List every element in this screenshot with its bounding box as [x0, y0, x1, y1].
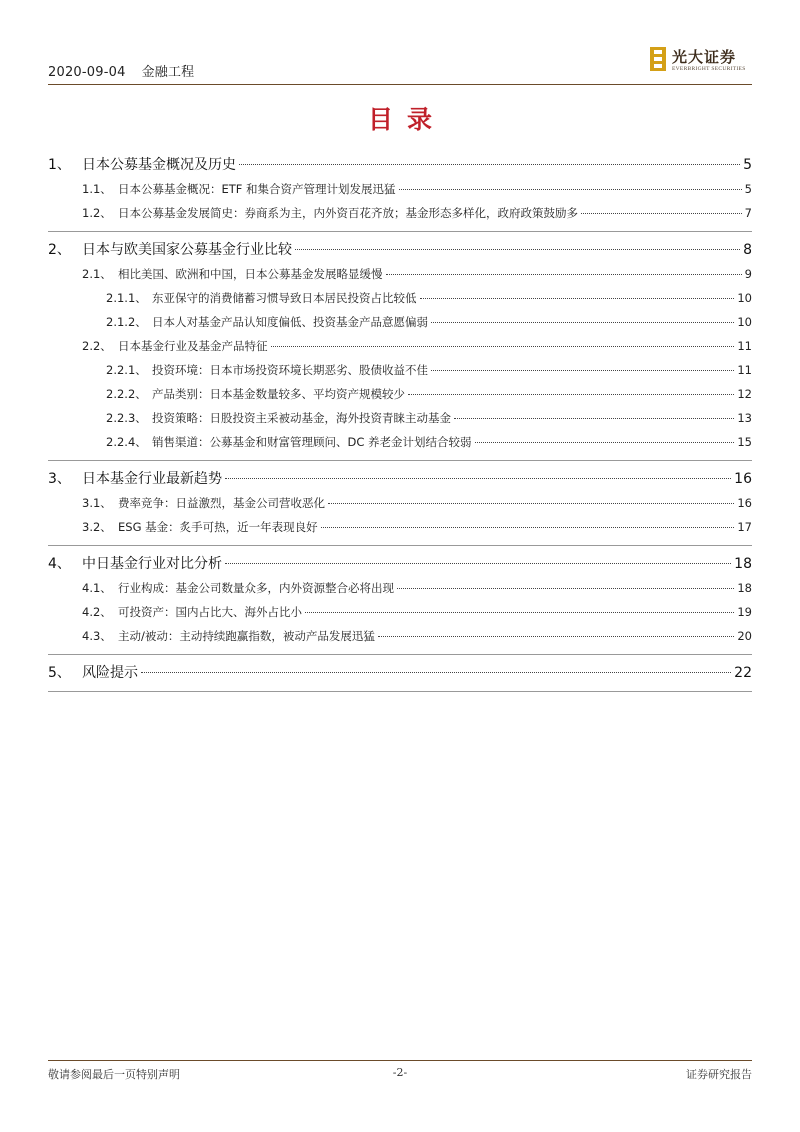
toc-entry-number: 2.2、: [82, 339, 112, 353]
toc-dot-leader: [454, 406, 734, 419]
toc-section-entry[interactable]: [48, 177, 752, 201]
toc-dot-leader: [225, 465, 731, 479]
toc-section-entry[interactable]: [48, 262, 752, 286]
toc-entry-page: 5: [743, 157, 752, 173]
toc-chapter-entry[interactable]: [48, 661, 752, 685]
toc-entry-title: 风险提示: [82, 665, 138, 681]
toc-dot-leader: [239, 151, 740, 165]
toc-entry-page: 8: [743, 242, 752, 258]
toc-chapter-entry[interactable]: [48, 552, 752, 576]
toc-entry-page: 20: [737, 629, 752, 643]
everbright-logo-icon: [650, 47, 666, 71]
toc-entry-page: 17: [737, 520, 752, 534]
toc-chapter-entry[interactable]: [48, 467, 752, 491]
toc-subsection-entry[interactable]: [48, 310, 752, 334]
toc-entry-number: 1.1、: [82, 182, 112, 196]
toc-chapter-entry[interactable]: [48, 153, 752, 177]
toc-entry-title: 日本公募基金概况：ETF 和集合资产管理计划发展迅猛: [118, 182, 396, 196]
toc-entry-number: 2.2.2、: [106, 387, 147, 401]
toc-entry-page: 10: [737, 315, 752, 329]
toc-dot-leader: [328, 491, 734, 504]
toc-dot-leader: [321, 515, 735, 528]
toc-dot-leader: [305, 600, 734, 613]
toc-dot-leader: [475, 430, 735, 443]
footer-divider: [48, 1060, 752, 1061]
company-logo: [650, 46, 750, 76]
toc-dot-leader: [397, 576, 734, 589]
toc-entry-number: 4.3、: [82, 629, 112, 643]
toc-section: [48, 467, 752, 546]
toc-entry-number: 4.2、: [82, 605, 112, 619]
toc-entry-page: 10: [737, 291, 752, 305]
toc-entry-page: 7: [744, 206, 752, 220]
toc-dot-leader: [378, 624, 734, 637]
toc-entry-page: 18: [734, 556, 752, 572]
toc-entry-number: 1.2、: [82, 206, 112, 220]
toc-entry-title: 行业构成：基金公司数量众多，内外资源整合必将出现: [118, 581, 394, 595]
toc-entry-title: 日本与欧美国家公募基金行业比较: [82, 242, 292, 258]
toc-entry-title: 费率竞争：日益激烈，基金公司营收恶化: [118, 496, 325, 510]
toc-entry-title: 东亚保守的消费储蓄习惯导致日本居民投资占比较低: [152, 291, 417, 305]
toc-section-entry[interactable]: [48, 334, 752, 358]
toc-entry-number: 1、: [48, 157, 71, 173]
toc-dot-leader: [271, 334, 735, 347]
toc-entry-title: 日本基金行业及基金产品特征: [118, 339, 268, 353]
logo-chinese-name: 光大证券: [672, 48, 737, 66]
toc-dot-leader: [581, 201, 742, 214]
toc-entry-page: 15: [737, 435, 752, 449]
toc-subsection-entry[interactable]: [48, 406, 752, 430]
toc-entry-number: 5、: [48, 665, 71, 681]
toc-entry-title: 日本公募基金发展简史：券商系为主，内外资百花齐放；基金形态多样化，政府政策鼓励多: [118, 206, 578, 220]
toc-entry-title: 投资环境：日本市场投资环境长期恶劣、股债收益不佳: [152, 363, 428, 377]
toc-dot-leader: [386, 262, 742, 275]
toc-entry-number: 3、: [48, 471, 71, 487]
toc-entry-title: 可投资产：国内占比大、海外占比小: [118, 605, 302, 619]
toc-entry-number: 2.1.2、: [106, 315, 147, 329]
toc-entry-page: 11: [737, 339, 752, 353]
toc-entry-number: 2、: [48, 242, 71, 258]
toc-entry-number: 2.1.1、: [106, 291, 147, 305]
toc-dot-leader: [420, 286, 735, 299]
toc-dot-leader: [225, 550, 731, 564]
report-category: 金融工程: [141, 65, 195, 80]
toc-dot-leader: [431, 358, 734, 371]
toc-dot-leader: [431, 310, 734, 323]
toc-entry-number: 2.2.1、: [106, 363, 147, 377]
toc-entry-page: 16: [737, 496, 752, 510]
toc-section-entry[interactable]: [48, 491, 752, 515]
toc-entry-page: 11: [737, 363, 752, 377]
toc-entry-page: 18: [737, 581, 752, 595]
toc-entry-title: ESG 基金：炙手可热，近一年表现良好: [118, 520, 318, 534]
page-header: [48, 44, 752, 84]
toc-entry-page: 9: [744, 267, 752, 281]
toc-entry-page: 5: [744, 182, 752, 196]
toc-section: [48, 153, 752, 232]
page-number: -2-: [392, 1066, 408, 1079]
toc-entry-page: 16: [734, 471, 752, 487]
toc-subsection-entry[interactable]: [48, 286, 752, 310]
toc-entry-number: 2.2.3、: [106, 411, 147, 425]
logo-english-name: EVERBRIGHT SECURITIES: [672, 66, 746, 72]
report-type: 证券研究报告: [686, 1068, 752, 1081]
toc-section-entry[interactable]: [48, 515, 752, 539]
toc-entry-number: 2.1、: [82, 267, 112, 281]
toc-section: [48, 661, 752, 692]
toc-entry-page: 13: [737, 411, 752, 425]
toc-dot-leader: [408, 382, 734, 395]
toc-section-entry[interactable]: [48, 600, 752, 624]
toc-subsection-entry[interactable]: [48, 382, 752, 406]
toc-section-entry[interactable]: [48, 624, 752, 648]
page-title: 目录: [367, 105, 446, 134]
toc-dot-leader: [141, 659, 731, 673]
toc-subsection-entry[interactable]: [48, 430, 752, 454]
toc-entry-title: 日本公募基金概况及历史: [82, 157, 236, 173]
toc-section: [48, 238, 752, 461]
toc-chapter-entry[interactable]: [48, 238, 752, 262]
toc-dot-leader: [295, 236, 740, 250]
toc-entry-page: 19: [737, 605, 752, 619]
toc-entry-title: 日本人对基金产品认知度偏低、投资基金产品意愿偏弱: [152, 315, 428, 329]
report-date: 2020-09-04: [48, 65, 126, 80]
toc-entry-number: 3.1、: [82, 496, 112, 510]
toc-entry-page: 12: [737, 387, 752, 401]
toc-entry-title: 中日基金行业对比分析: [82, 556, 222, 572]
toc-entry-number: 4.1、: [82, 581, 112, 595]
header-divider: [48, 84, 752, 85]
toc-entry-number: 4、: [48, 556, 71, 572]
table-of-contents: [48, 153, 752, 698]
header-info: [48, 61, 194, 80]
toc-entry-title: 相比美国、欧洲和中国，日本公募基金发展略显缓慢: [118, 267, 383, 281]
disclaimer-note: 敬请参阅最后一页特别声明: [48, 1068, 180, 1081]
toc-section-entry[interactable]: [48, 201, 752, 225]
toc-entry-page: 22: [734, 665, 752, 681]
toc-dot-leader: [399, 177, 742, 190]
toc-entry-number: 3.2、: [82, 520, 112, 534]
toc-entry-title: 投资策略：日股投资主采被动基金，海外投资青睐主动基金: [152, 411, 451, 425]
toc-section-entry[interactable]: [48, 576, 752, 600]
toc-entry-title: 主动/被动：主动持续跑赢指数，被动产品发展迅猛: [118, 629, 375, 643]
toc-entry-number: 2.2.4、: [106, 435, 147, 449]
toc-subsection-entry[interactable]: [48, 358, 752, 382]
toc-entry-title: 产品类别：日本基金数量较多、平均资产规模较少: [152, 387, 405, 401]
toc-entry-title: 销售渠道：公募基金和财富管理顾问、DC 养老金计划结合较弱: [152, 435, 472, 449]
toc-entry-title: 日本基金行业最新趋势: [82, 471, 222, 487]
toc-section: [48, 552, 752, 655]
